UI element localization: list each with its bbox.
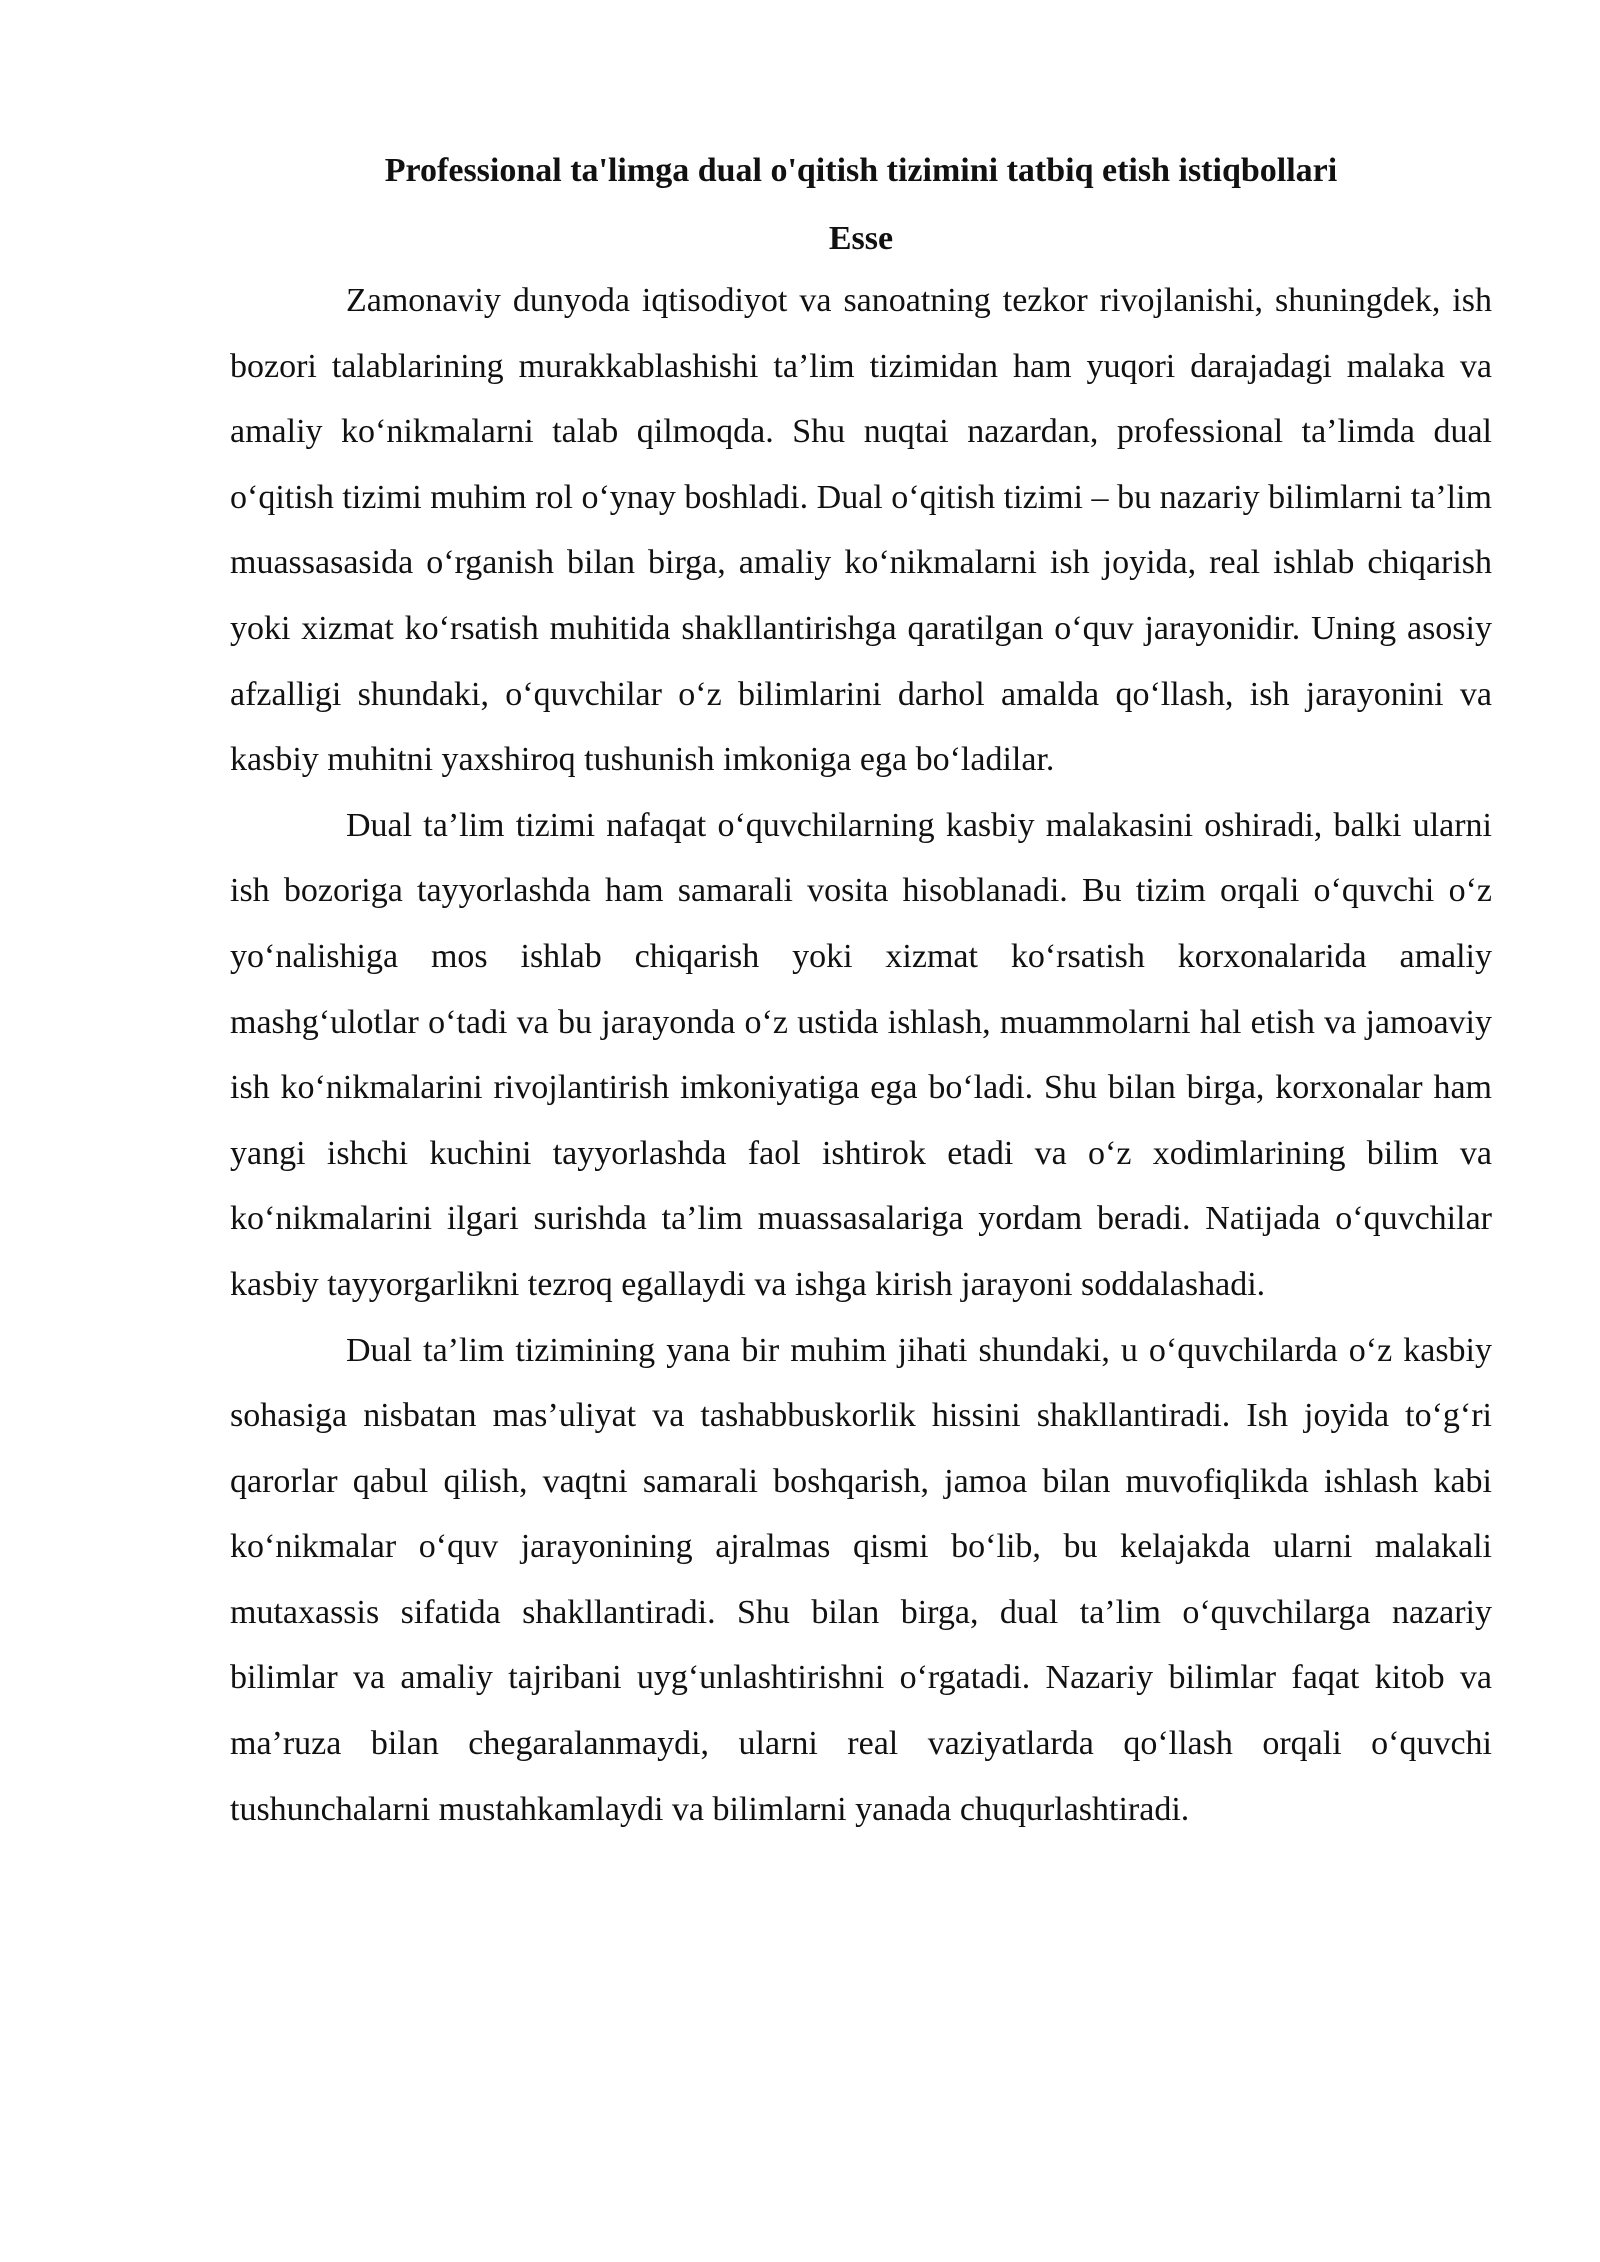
paragraph-2: Dual ta’lim tizimi nafaqat o‘quvchilarning kasbiy malakasini oshiradi, balki ularni ish bozoriga tayyorlashda ham samarali vosita hisoblanadi. Bu tizim orqali o‘quvchi o‘z yo‘nalishiga mos ishlab chiqarish yoki xizmat ko‘rsatish korxonalarida amaliy mashg‘ulotlar o‘tadi va bu jarayonda o‘z ustida ishlash, muammolarni hal etish va jamoaviy ish ko‘nikmalarini rivojlantirish imkoniyatiga ega bo‘ladi. Shu bilan birga, korxonalar ham yangi ishchi kuchini tayyorlashda faol ishtirok etadi va o‘z xodimlarining bilim va ko‘nikmalarini ilgari surishda ta’lim muassasalariga yordam beradi. Natijada o‘quvchilar kasbiy tayyorgarlikni tezroq egallaydi va ishga kirish jarayoni soddalashadi.: [230, 806, 1492, 1303]
document-page: [230, 150, 1492, 1842]
document-subtitle: Esse: [828, 220, 894, 257]
paragraph-3: Dual ta’lim tizimining yana bir muhim jihati shundaki, u o‘quvchilarda o‘z kasbiy sohasiga nisbatan mas’uliyat va tashabbuskorlik hissini shakllantiradi. Ish joyida to‘g‘ri qarorlar qabul qilish, vaqtni samarali boshqarish, jamoa bilan muvofiqlikda ishlash kabi ko‘nikmalar o‘quv jarayonining ajralmas qismi bo‘lib, bu kelajakda ularni malakali mutaxassis sifatida shakllantiradi. Shu bilan birga, dual ta’lim o‘quvchilarga nazariy bilimlar va amaliy tajribani uyg‘unlashtirishni o‘rgatadi. Nazariy bilimlar faqat kitob va ma’ruza bilan chegaralanmaydi, ularni real vaziyatlarda qo‘llash orqali o‘quvchi tushunchalarni mustahkamlaydi va bilimlarni yanada chuqurlashtiradi.: [230, 1331, 1492, 1828]
document-title: Professional ta'limga dual o'qitish tizimini tatbiq etish istiqbollari: [384, 152, 1338, 189]
paragraph-1: Zamonaviy dunyoda iqtisodiyot va sanoatning tezkor rivojlanishi, shuningdek, ish bozori talablarining murakkablashishi ta’lim tizimidan ham yuqori darajadagi malaka va amaliy ko‘nikmalarni talab qilmoqda. Shu nuqtai nazardan, professional ta’limda dual o‘qitish tizimi muhim rol o‘ynay boshladi. Dual o‘qitish tizimi – bu nazariy bilimlarni ta’lim muassasasida o‘rganish bilan birga, amaliy ko‘nikmalarni ish joyida, real ishlab chiqarish yoki xizmat ko‘rsatish muhitida shakllantirishga qaratilgan o‘quv jarayonidir. Uning asosiy afzalligi shundaki, o‘quvchilar o‘z bilimlarini darhol amalda qo‘llash, ish jarayonini va kasbiy muhitni yaxshiroq tushunish imkoniga ega bo‘ladilar.: [230, 282, 1492, 779]
